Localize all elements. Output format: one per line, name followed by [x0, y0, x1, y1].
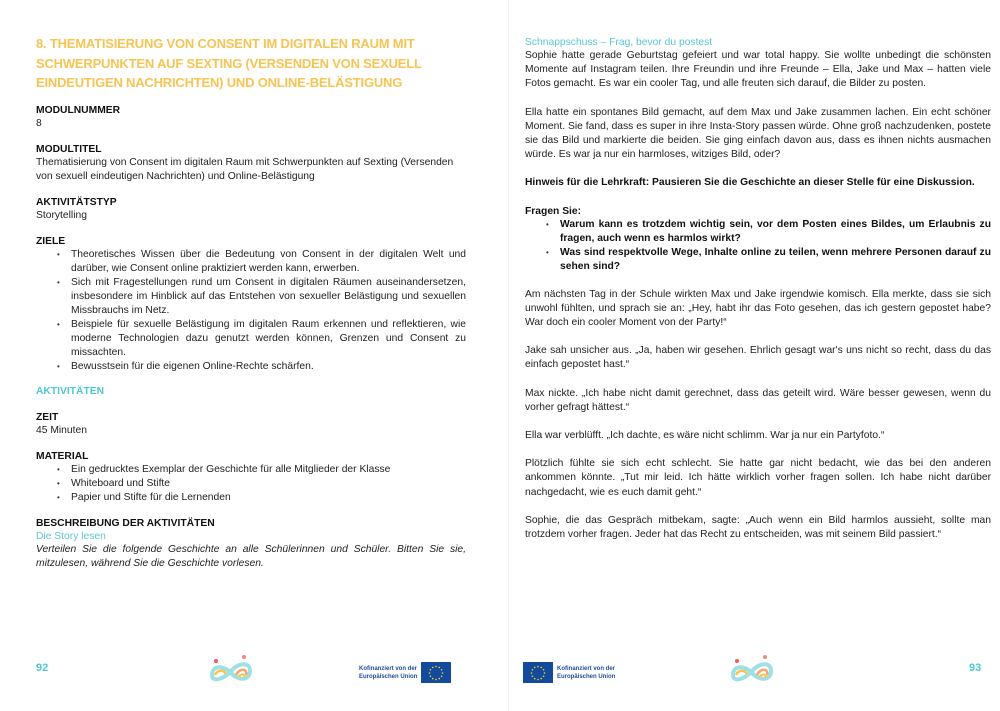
eu-cofunded-text: [557, 665, 615, 681]
aktivitaetstyp-label: AKTIVITÄTSTYP: [36, 196, 117, 208]
questions-list: [547, 218, 991, 274]
aktivitaetstyp-value: Storytelling: [36, 209, 87, 221]
list-item: • Theoretisches Wissen über die Bedeutung von Consent in der digitalen Welt und darüber, wie Consent online praktiziert werden kann, erwerben.: [58, 248, 466, 276]
left-page-content: [36, 34, 466, 583]
page-93: [508, 0, 1000, 711]
material-label: MATERIAL: [36, 450, 89, 462]
modultitel-value: Thematisierung von Consent im digitalen Raum mit Schwerpunkten auf Sexting (Versenden von sexuell eindeutigen Nachrichten) und Online-Belästigung: [36, 156, 454, 182]
ziele-label: ZIELE: [36, 235, 66, 247]
modulnummer-value: 8: [36, 117, 42, 129]
beschreibung-label: BESCHREIBUNG DER AKTIVITÄTEN: [36, 517, 215, 529]
questions-label: Fragen Sie:: [525, 205, 582, 217]
material-list: [58, 463, 466, 505]
list-item: • Was sind respektvolle Wege, Inhalte online zu teilen, wenn mehrere Personen darauf zu sehen sind?: [547, 246, 991, 274]
eu-cofunded-badge: [359, 662, 451, 683]
page-number: 92: [36, 662, 49, 674]
list-item: • Beispiele für sexuelle Belästigung im digitalen Raum erkennen und reflektieren, wie moderne Technologien dazu genutzt werden können, Grenzen und Consent zu missachten.: [58, 318, 466, 360]
modulnummer-section: [36, 104, 466, 131]
story-paragraph: Am nächsten Tag in der Schule wirkten Max und Jake irgendwie komisch. Ella merkte, dass sie sich unwohl fühlten, und sprach sie an: „Hey, habt ihr das Foto gesehen, das ich gestern gepostet habe? War doch ein cooler Moment von der Party!“: [525, 288, 991, 329]
module-title-heading: 8. THEMATISIERUNG VON CONSENT IM DIGITALEN RAUM MIT SCHWERPUNKTEN AUF SEXTING (VERSENDEN VON SEXUELL EINDEUTIGEN NACHRICHTEN) UND ONLINE-BELÄSTIGUNG: [36, 36, 422, 90]
ziele-list: [58, 248, 466, 374]
eu-line-2: Europäischen Union: [557, 673, 616, 680]
eu-flag-icon: [523, 662, 553, 683]
story-paragraph: Ella hatte ein spontanes Bild gemacht, auf dem Max und Jake zusammen lachen. Ein echt schöner Moment. Sie fand, dass es super in ihre Insta-Story passen würde. Ohne groß nachzudenken, postete sie das Bild und markierte die beiden. Sie ging einfach davon aus, dass es ihnen nichts ausmachen würde. Es war ja nur ein harmloses, witziges Bild, oder?: [525, 106, 991, 161]
infinity-wave-logo-icon: [727, 653, 777, 687]
list-item: • Sich mit Fragestellungen rund um Consent in digitalen Räumen auseinandersetzen, insbesondere im Hinblick auf das Entstehen von sexueller Belästigung und sexuellen Missbrauchs im Netz.: [58, 276, 466, 318]
story-paragraph: Sophie, die das Gespräch mitbekam, sagte: „Auch wenn ein Bild harmlos aussieht, sollte man trotzdem vorher fragen. Jeder hat das Recht zu entscheiden, was mit seinem Bild passiert.“: [525, 514, 991, 541]
modultitel-section: [36, 143, 466, 184]
list-item: • Whiteboard und Stifte: [58, 477, 466, 491]
material-section: [36, 450, 466, 505]
teacher-note: Hinweis für die Lehrkraft: Pausieren Sie die Geschichte an dieser Stelle für eine Diskussion.: [525, 177, 975, 189]
beschreibung-section: [36, 517, 466, 571]
aktivitaetstyp-section: [36, 196, 466, 223]
zeit-section: [36, 411, 466, 438]
story-paragraph: Plötzlich fühlte sie sich echt schlecht. Sie hatte gar nicht bedacht, wie das bei den anderen ankommen könnte. „Tut mir leid. Ich hätte wirklich vorher fragen sollen. Ich habe nicht darüber nachgedacht, wie es euch damit geht.“: [525, 458, 991, 498]
aktivitaeten-heading: AKTIVITÄTEN: [36, 385, 105, 397]
eu-cofunded-badge: [523, 662, 615, 683]
story-paragraph: Sophie hatte gerade Geburtstag gefeiert und war total happy. Sie wollte unbedingt die schönsten Momente auf Instagram teilen. Ihre Freundin und ihre Freunde – Ella, Jake und Max – hatten viele Fotos gemacht. Es war ein cooler Tag, und alle freuten sich darauf, die Bilder zu posten.: [525, 50, 991, 90]
page-number: 93: [969, 662, 982, 674]
modulnummer-label: MODULNUMMER: [36, 104, 121, 116]
modultitel-label: MODULTITEL: [36, 143, 102, 155]
story-paragraph: Ella war verblüfft. „Ich dachte, es wäre nicht schlimm. War ja nur ein Partyfoto.“: [525, 430, 885, 442]
story-title: Schnappschuss – Frag, bevor du postest: [525, 37, 713, 48]
list-item: • Warum kann es trotzdem wichtig sein, vor dem Posten eines Bildes, um Erlaubnis zu fragen, auch wenn es harmlos wirkt?: [547, 218, 991, 246]
zeit-value: 45 Minuten: [36, 424, 87, 436]
eu-flag-icon: [421, 662, 451, 683]
eu-cofunded-text: [359, 665, 417, 681]
story-lesen-subheading: Die Story lesen: [36, 530, 106, 542]
story-paragraph: Jake sah unsicher aus. „Ja, haben wir gesehen. Ehrlich gesagt war's uns nicht so recht, dass du das einfach gepostet hast.“: [525, 345, 991, 371]
list-item: • Ein gedrucktes Exemplar der Geschichte für alle Mitglieder der Klasse: [58, 463, 466, 477]
eu-line-1: Kofinanziert von der: [359, 665, 418, 672]
list-item: • Papier und Stifte für die Lernenden: [58, 491, 466, 505]
right-page-content: [525, 36, 991, 556]
eu-line-1: Kofinanziert von der: [557, 665, 616, 672]
list-item: • Bewusstsein für die eigenen Online-Rechte schärfen.: [58, 360, 466, 374]
beschreibung-text: Verteilen Sie die folgende Geschichte an alle Schülerinnen und Schüler. Bitten Sie sie, mitzulesen, während Sie die Geschichte vorlesen.: [36, 543, 466, 569]
ziele-section: [36, 235, 466, 374]
infinity-wave-logo-icon: [206, 653, 256, 687]
story-paragraph: Max nickte. „Ich habe nicht damit gerechnet, dass das geteilt wird. Wäre besser gewesen, wenn du vorher gefragt hättest.“: [525, 387, 991, 413]
zeit-label: ZEIT: [36, 411, 59, 423]
eu-line-2: Europäischen Union: [359, 673, 418, 680]
